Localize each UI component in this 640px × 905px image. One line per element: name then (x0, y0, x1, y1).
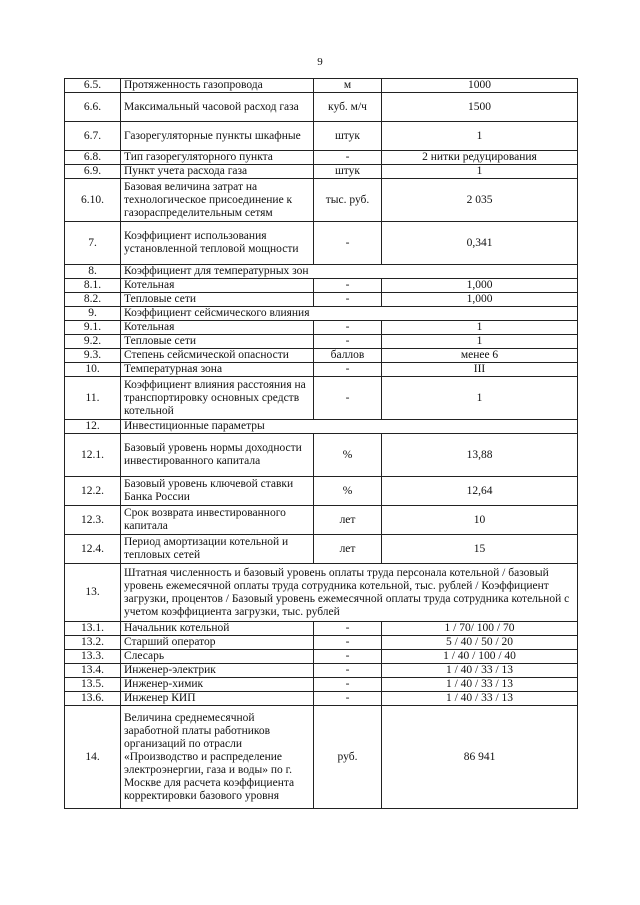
parameter-name: Начальник котельной (121, 622, 314, 636)
row-number: 6.8. (65, 151, 121, 165)
row-number: 12. (65, 420, 121, 434)
parameter-name: Протяженность газопровода (121, 79, 314, 93)
parameter-name: Старший оператор (121, 636, 314, 650)
parameter-name: Температурная зона (121, 363, 314, 377)
table-row (65, 151, 578, 165)
unit-cell: % (314, 434, 382, 477)
value-cell: 1000 (382, 79, 578, 93)
parameter-name: Степень сейсмической опасности (121, 349, 314, 363)
value-cell: 5 / 40 / 50 / 20 (382, 636, 578, 650)
parameter-name: Тип газорегуляторного пункта (121, 151, 314, 165)
parameter-name: Коэффициент влияния расстояния на транспортировку основных средств котельной (121, 377, 314, 420)
parameter-name: Пункт учета расхода газа (121, 165, 314, 179)
value-cell: 10 (382, 506, 578, 535)
section-heading: Штатная численность и базовый уровень оплаты труда персонала котельной / базовый уровень ежемесячной оплаты труда сотрудника котельной, тыс. рублей / Коэффициент загрузки, процентов / Базовый уровень ежемесячной оплаты труда сотрудника котельной с учетом коэффициента загрузки, тыс. рублей (121, 564, 578, 622)
parameter-name: Газорегуляторные пункты шкафные (121, 122, 314, 151)
parameter-name: Срок возврата инвестированного капитала (121, 506, 314, 535)
value-cell: 1,000 (382, 279, 578, 293)
unit-cell: - (314, 279, 382, 293)
unit-cell: тыс. руб. (314, 179, 382, 222)
table-row (65, 179, 578, 222)
unit-cell: - (314, 222, 382, 265)
row-number: 11. (65, 377, 121, 420)
table-row (65, 664, 578, 678)
row-number: 6.10. (65, 179, 121, 222)
row-number: 10. (65, 363, 121, 377)
table-row (65, 363, 578, 377)
value-cell: 12,64 (382, 477, 578, 506)
row-number: 13.6. (65, 692, 121, 706)
row-number: 7. (65, 222, 121, 265)
table-row (65, 79, 578, 93)
value-cell: 13,88 (382, 434, 578, 477)
value-cell: 15 (382, 535, 578, 564)
row-number: 6.9. (65, 165, 121, 179)
parameter-name: Слесарь (121, 650, 314, 664)
value-cell: 1 (382, 377, 578, 420)
table-row (65, 293, 578, 307)
value-cell: 1 / 40 / 33 / 13 (382, 664, 578, 678)
row-number: 9. (65, 307, 121, 321)
value-cell: 1 / 70/ 100 / 70 (382, 622, 578, 636)
value-cell: 1 (382, 122, 578, 151)
row-number: 9.2. (65, 335, 121, 349)
table-row (65, 678, 578, 692)
unit-cell: - (314, 636, 382, 650)
table-row (65, 93, 578, 122)
unit-cell: куб. м/ч (314, 93, 382, 122)
unit-cell: м (314, 79, 382, 93)
unit-cell: % (314, 477, 382, 506)
row-number: 6.6. (65, 93, 121, 122)
value-cell: 1 / 40 / 100 / 40 (382, 650, 578, 664)
value-cell: 1,000 (382, 293, 578, 307)
row-number: 13.1. (65, 622, 121, 636)
value-cell: 1500 (382, 93, 578, 122)
row-number: 13.4. (65, 664, 121, 678)
unit-cell: - (314, 692, 382, 706)
parameter-name: Инженер-химик (121, 678, 314, 692)
section-heading: Коэффициент сейсмического влияния (121, 307, 578, 321)
value-cell: 1 / 40 / 33 / 13 (382, 678, 578, 692)
table-row (65, 307, 578, 321)
unit-cell: - (314, 678, 382, 692)
table-row (65, 349, 578, 363)
page-number: 9 (317, 56, 323, 68)
table-row (65, 335, 578, 349)
row-number: 13.3. (65, 650, 121, 664)
unit-cell: - (314, 377, 382, 420)
section-heading: Коэффициент для температурных зон (121, 265, 578, 279)
parameter-name: Период амортизации котельной и тепловых сетей (121, 535, 314, 564)
value-cell: 1 (382, 335, 578, 349)
parameter-name: Котельная (121, 279, 314, 293)
parameter-name: Базовый уровень ключевой ставки Банка России (121, 477, 314, 506)
parameter-name: Коэффициент использования установленной тепловой мощности (121, 222, 314, 265)
row-number: 8.2. (65, 293, 121, 307)
parameters-table (64, 78, 578, 809)
value-cell: 1 (382, 321, 578, 335)
unit-cell: - (314, 622, 382, 636)
unit-cell: штук (314, 165, 382, 179)
parameter-name: Инженер КИП (121, 692, 314, 706)
parameter-name: Максимальный часовой расход газа (121, 93, 314, 122)
row-number: 9.3. (65, 349, 121, 363)
table-row (65, 636, 578, 650)
table-row (65, 377, 578, 420)
row-number: 12.4. (65, 535, 121, 564)
table-row (65, 222, 578, 265)
unit-cell: - (314, 293, 382, 307)
table-row (65, 706, 578, 809)
value-cell: 0,341 (382, 222, 578, 265)
parameter-name: Базовая величина затрат на технологическое присоединение к газораспределительным сетям (121, 179, 314, 222)
parameter-name: Базовый уровень нормы доходности инвестированного капитала (121, 434, 314, 477)
unit-cell: - (314, 321, 382, 335)
parameter-name: Тепловые сети (121, 335, 314, 349)
unit-cell: - (314, 335, 382, 349)
row-number: 6.7. (65, 122, 121, 151)
row-number: 13. (65, 564, 121, 622)
unit-cell: - (314, 664, 382, 678)
table-row (65, 650, 578, 664)
table-row (65, 165, 578, 179)
value-cell: 2 нитки редуцирования (382, 151, 578, 165)
unit-cell: лет (314, 535, 382, 564)
row-number: 6.5. (65, 79, 121, 93)
table-row (65, 622, 578, 636)
value-cell: менее 6 (382, 349, 578, 363)
table-row (65, 477, 578, 506)
table-row (65, 321, 578, 335)
unit-cell: лет (314, 506, 382, 535)
value-cell: 1 / 40 / 33 / 13 (382, 692, 578, 706)
unit-cell: баллов (314, 349, 382, 363)
value-cell: 1 (382, 165, 578, 179)
table-row (65, 692, 578, 706)
table-row (65, 564, 578, 622)
parameter-name: Величина среднемесячной заработной платы работников организаций по отрасли «Производство и распределение электроэнергии, газа и воды» по г. Москве для расчета коэффициента корректировки базового уровня (121, 706, 314, 809)
unit-cell: штук (314, 122, 382, 151)
value-cell: 2 035 (382, 179, 578, 222)
table-row (65, 279, 578, 293)
row-number: 12.2. (65, 477, 121, 506)
row-number: 13.5. (65, 678, 121, 692)
table-row (65, 265, 578, 279)
unit-cell: руб. (314, 706, 382, 809)
parameter-name: Котельная (121, 321, 314, 335)
unit-cell: - (314, 151, 382, 165)
row-number: 13.2. (65, 636, 121, 650)
value-cell: III (382, 363, 578, 377)
table-row (65, 420, 578, 434)
row-number: 8. (65, 265, 121, 279)
value-cell: 86 941 (382, 706, 578, 809)
section-heading: Инвестиционные параметры (121, 420, 578, 434)
table-row (65, 434, 578, 477)
unit-cell: - (314, 650, 382, 664)
table-row (65, 535, 578, 564)
table-row (65, 122, 578, 151)
parameter-name: Инженер-электрик (121, 664, 314, 678)
row-number: 9.1. (65, 321, 121, 335)
row-number: 12.3. (65, 506, 121, 535)
row-number: 14. (65, 706, 121, 809)
row-number: 8.1. (65, 279, 121, 293)
row-number: 12.1. (65, 434, 121, 477)
parameter-name: Тепловые сети (121, 293, 314, 307)
unit-cell: - (314, 363, 382, 377)
table-row (65, 506, 578, 535)
